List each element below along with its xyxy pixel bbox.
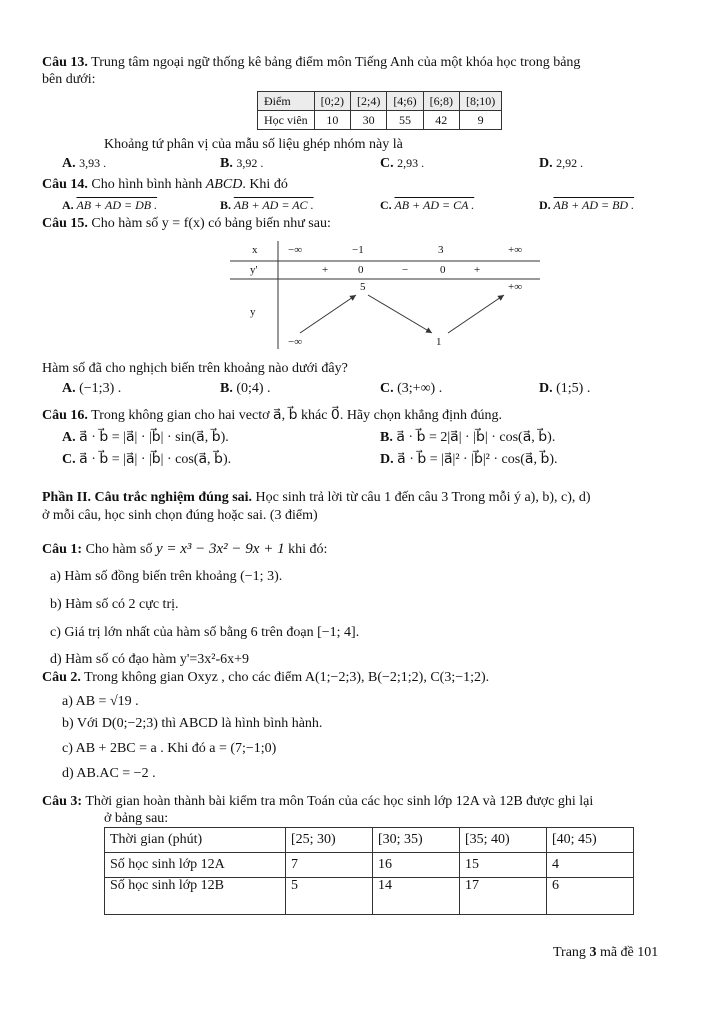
- table-cell: 9: [459, 111, 501, 130]
- vt-x-value: 3: [438, 244, 444, 256]
- q16-option-a: A. a⃗ · b⃗ = |a⃗| · |b⃗| · sin(a⃗, b⃗).: [62, 430, 229, 445]
- q14-option-c: C. AB + AD = CA .: [380, 198, 475, 212]
- table-header-cell: [6;8): [423, 92, 459, 111]
- part2-title: Phần II. Câu trắc nghiệm đúng sai.: [42, 490, 253, 505]
- q16-label: Câu 16.: [42, 408, 88, 423]
- q15-option-d: D. (1;5) .: [539, 381, 591, 396]
- q14-option-d: D. AB + AD = BD .: [539, 198, 635, 212]
- q15-text: Cho hàm số y = f(x) có bảng biến như sau:: [91, 216, 331, 231]
- q13-option-d: D. 2,92 .: [539, 156, 584, 171]
- q15-variation-table: [230, 241, 540, 349]
- table-row-label: Số học sinh lớp 12A: [105, 853, 286, 878]
- vt-sign: 0: [440, 264, 446, 276]
- q14-option-b: B. AB + AD = AC .: [220, 198, 314, 212]
- p2q2-line: Câu 2. Trong không gian Oxyz , cho các điểm A(1;−2;3), B(−2;1;2), C(3;−1;2).: [42, 670, 490, 685]
- table-header-cell: [25; 30): [286, 828, 373, 853]
- table-header-cell: [2;4): [350, 92, 386, 111]
- q13-line1: [42, 55, 580, 71]
- p2q1-label: Câu 1:: [42, 542, 83, 557]
- q14-option-a: A. AB + AD = DB .: [62, 198, 158, 212]
- q13-option-b: B. 3,92 .: [220, 156, 264, 171]
- q16-option-b: B. a⃗ · b⃗ = 2|a⃗| · |b⃗| · cos(a⃗, b⃗).: [380, 430, 556, 445]
- vt-x-value: +∞: [508, 244, 523, 256]
- p2q2-item-b: b) Với D(0;−2;3) thì ABCD là hình bình hành.: [62, 716, 323, 731]
- page-footer: Trang 3 mã đề 101: [553, 945, 659, 960]
- table-cell: 17: [460, 878, 547, 915]
- p2q1-line: Câu 1: Cho hàm số y = x³ − 3x² − 9x + 1 khi đó:: [42, 541, 328, 557]
- q13-question: Khoảng tứ phân vị của mẫu số liệu ghép nhóm này là: [104, 137, 403, 152]
- q14-label: Câu 14.: [42, 177, 88, 192]
- p2q1-item-d: d) Hàm số có đạo hàm y'=3x²-6x+9: [50, 652, 250, 667]
- vt-sign: +: [322, 264, 329, 276]
- p2q1-item-a: a) Hàm số đồng biến trên khoảng (−1; 3).: [50, 569, 283, 584]
- p2q1-item-c: c) Giá trị lớn nhất của hàm số bằng 6 trên đoạn [−1; 4].: [50, 625, 360, 640]
- vt-y-value: −∞: [288, 336, 303, 348]
- vt-arrow-up: [300, 295, 356, 333]
- table-row: [105, 853, 634, 878]
- q13-option-a: A. 3,93 .: [62, 156, 107, 171]
- p2q3-text2: ở bảng sau:: [104, 811, 169, 826]
- table-cell: 15: [460, 853, 547, 878]
- q15-option-c: C. (3;+∞) .: [380, 381, 443, 396]
- q16-text: Trong không gian cho hai vectơ a⃗, b⃗ khác 0⃗. Hãy chọn khẳng định đúng.: [91, 408, 502, 423]
- vt-y-value: 5: [360, 281, 366, 293]
- table-header-cell: Thời gian (phút): [105, 828, 286, 853]
- table-row: [258, 92, 502, 111]
- table-row: [258, 111, 502, 130]
- p2q3-label: Câu 3:: [42, 794, 83, 809]
- table-cell: 7: [286, 853, 373, 878]
- p2q3-line: Câu 3: Thời gian hoàn thành bài kiểm tra môn Toán của các học sinh lớp 12A và 12B được ghi lại: [42, 794, 594, 809]
- table-cell: 16: [373, 853, 460, 878]
- part2-text: Học sinh trả lời từ câu 1 đến câu 3 Trong mỗi ý a), b), c), d): [255, 490, 591, 505]
- p2q2-label: Câu 2.: [42, 670, 81, 685]
- table-cell: 55: [387, 111, 423, 130]
- q13-text2: bên dưới:: [42, 72, 96, 87]
- q15-question: Hàm số đã cho nghịch biến trên khoảng nào dưới đây?: [42, 361, 348, 376]
- q13-score-table: [257, 91, 502, 130]
- vt-sign: 0: [358, 264, 364, 276]
- p2q2-item-a: a) AB = √19 .: [62, 694, 139, 709]
- table-row: [105, 878, 634, 915]
- vt-arrow-up: [448, 295, 504, 333]
- table-cell: 10: [314, 111, 350, 130]
- q15-line: [42, 216, 331, 232]
- vt-x-value: −∞: [288, 244, 303, 256]
- q15-option-b: B. (0;4) .: [220, 381, 271, 396]
- p2q1-item-b: b) Hàm số có 2 cực trị.: [50, 597, 179, 612]
- q13-label: Câu 13.: [42, 55, 88, 70]
- p2q3-time-table: [104, 827, 634, 915]
- table-cell: 30: [350, 111, 386, 130]
- table-cell: 4: [547, 853, 634, 878]
- vt-y-label: y: [250, 306, 256, 318]
- table-header-cell: [0;2): [314, 92, 350, 111]
- table-cell: 42: [423, 111, 459, 130]
- table-header-cell: [30; 35): [373, 828, 460, 853]
- q16-option-c: C. a⃗ · b⃗ = |a⃗| · |b⃗| · cos(a⃗, b⃗).: [62, 452, 232, 467]
- table-cell: 14: [373, 878, 460, 915]
- table-header-cell: [35; 40): [460, 828, 547, 853]
- part2-header: [42, 490, 591, 506]
- part2-text2: ở mỗi câu, học sinh chọn đúng hoặc sai. (3 điểm): [42, 508, 318, 523]
- table-header-cell: [4;6): [387, 92, 423, 111]
- q14-line: Câu 14. Cho hình bình hành ABCD. Khi đó: [42, 177, 288, 192]
- vt-sign: +: [474, 264, 481, 276]
- vt-yp-label: y': [250, 264, 258, 276]
- table-header-cell: Điểm: [258, 92, 315, 111]
- q16-line: [42, 408, 502, 424]
- page-number: 3: [589, 945, 597, 960]
- vt-x-label: x: [252, 244, 258, 256]
- vt-arrow-down: [368, 295, 432, 333]
- table-cell: 5: [286, 878, 373, 915]
- table-row: [105, 828, 634, 853]
- p2q1-formula: y = x³ − 3x² − 9x + 1: [155, 541, 285, 557]
- q16-option-d: D. a⃗ · b⃗ = |a⃗|² · |b⃗|² · cos(a⃗, b⃗).: [380, 452, 558, 467]
- q15-label: Câu 15.: [42, 216, 88, 231]
- q14-shape: ABCD: [205, 177, 243, 192]
- q15-option-a: A. (−1;3) .: [62, 381, 122, 396]
- vt-y-value: 1: [436, 336, 442, 348]
- q14-text: Cho hình bình hành: [91, 177, 203, 192]
- table-header-cell: [8;10): [459, 92, 501, 111]
- table-row-label: Số học sinh lớp 12B: [105, 878, 286, 915]
- table-cell: 6: [547, 878, 634, 915]
- p2q2-item-c: c) AB + 2BC = a . Khi đó a = (7;−1;0): [62, 741, 277, 756]
- vt-x-value: −1: [352, 244, 364, 256]
- q13-text: Trung tâm ngoại ngữ thống kê bảng điểm môn Tiếng Anh của một khóa học trong bảng: [91, 55, 581, 70]
- table-row-label: Học viên: [258, 111, 315, 130]
- q13-option-c: C. 2,93 .: [380, 156, 425, 171]
- p2q2-item-d: d) AB.AC = −2 .: [62, 766, 156, 781]
- vt-y-value: +∞: [508, 281, 523, 293]
- table-header-cell: [40; 45): [547, 828, 634, 853]
- vt-sign: −: [402, 264, 409, 276]
